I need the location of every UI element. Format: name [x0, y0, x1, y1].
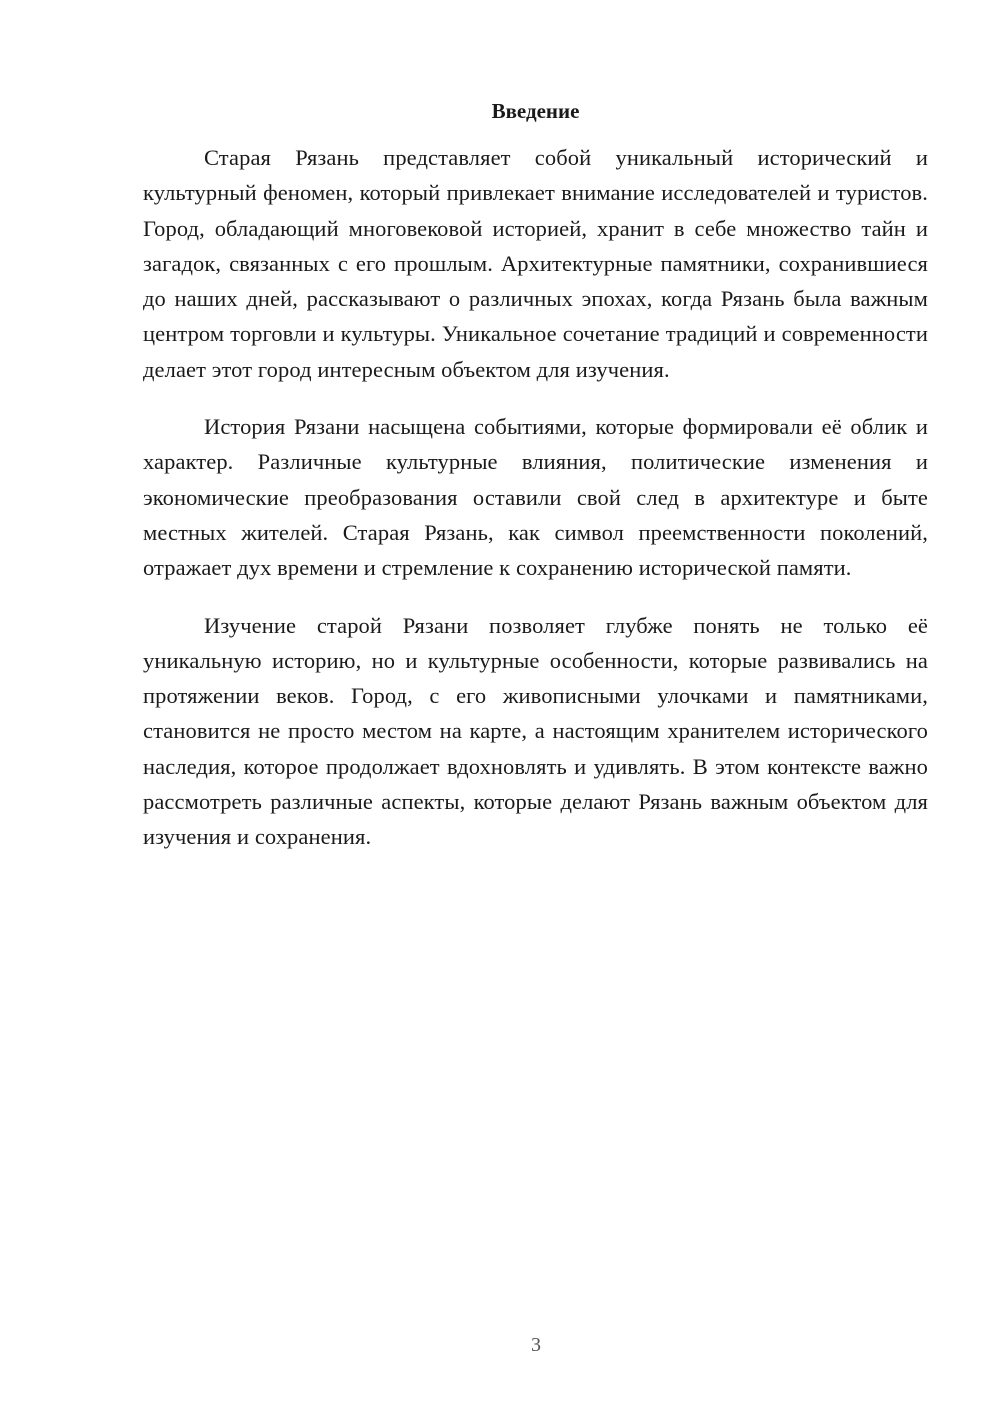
- paragraph-2: История Рязани насыщена событиями, которые формировали её облик и характер. Различные культурные влияния, политические изменения и экономические преобразования оставили свой след в архитектуре и быте местных жителей. Старая Рязань, как символ преемственности поколений, отражает дух времени и стремление к сохранению исторической памяти.: [143, 414, 928, 581]
- paragraph-3: Изучение старой Рязани позволяет глубже понять не только её уникальную историю, но и культурные особенности, которые развивались на протяжении веков. Город, с его живописными улочками и памятниками, становится не просто местом на карте, а настоящим хранителем исторического наследия, которое продолжает вдохновлять и удивлять. В этом контексте важно рассмотреть различные аспекты, которые делают Рязань важным объектом для изучения и сохранения.: [143, 612, 928, 850]
- section-heading: Введение: [491, 99, 580, 123]
- page-number: 3: [531, 1334, 541, 1356]
- page-content: [143, 96, 928, 877]
- paragraph-1: Старая Рязань представляет собой уникальный исторический и культурный феномен, который привлекает внимание исследователей и туристов. Город, обладающий многовековой историей, хранит в себе множество тайн и загадок, связанных с его прошлым. Архитектурные памятники, сохранившиеся до наших дней, рассказывают о различных эпохах, когда Рязань была важным центром торговли и культуры. Уникальное сочетание традиций и современности делает этот город интересным объектом для изучения.: [143, 145, 928, 382]
